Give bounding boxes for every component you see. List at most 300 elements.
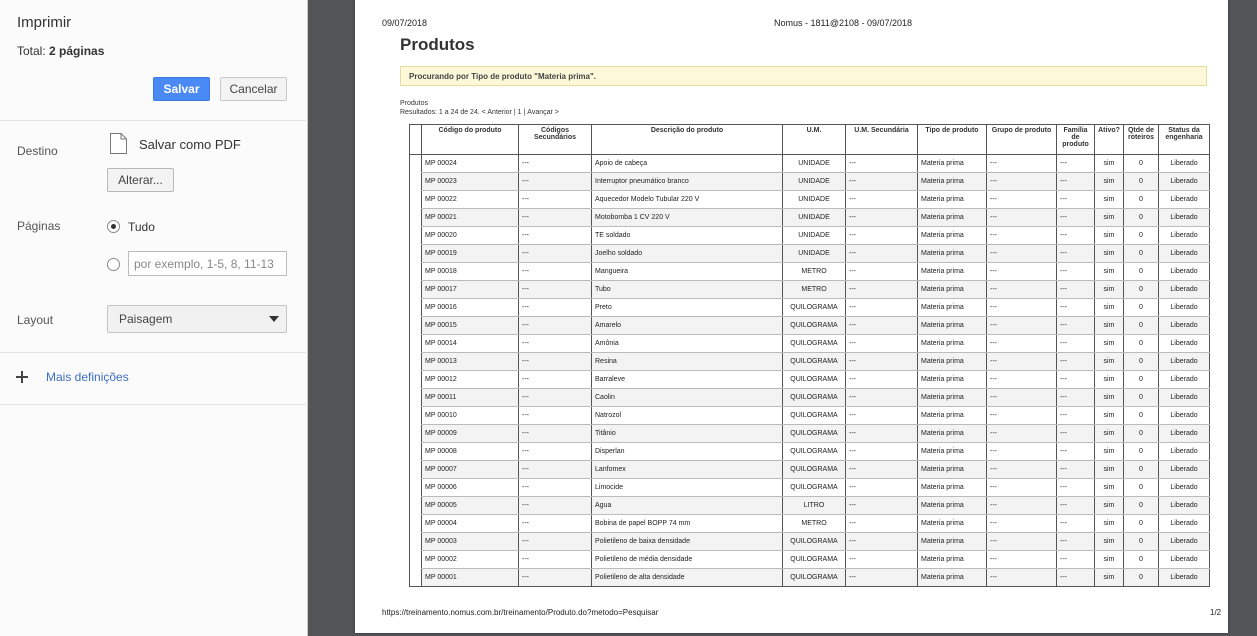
table-cell: MP 00022 [422, 191, 519, 209]
table-cell: Materia prima [918, 281, 987, 299]
table-body [410, 155, 1210, 587]
table-cell: --- [846, 443, 918, 461]
table-cell: MP 00012 [422, 371, 519, 389]
table-cell: Limocide [592, 479, 783, 497]
table-cell: --- [1057, 227, 1095, 245]
table-cell: Liberado [1159, 533, 1210, 551]
column-header: U.M. [783, 125, 846, 155]
table-row [410, 155, 1210, 173]
table-cell: Liberado [1159, 443, 1210, 461]
table-cell: --- [519, 227, 592, 245]
row-gap [410, 155, 422, 173]
table-cell: Agua [592, 497, 783, 515]
divider [0, 120, 308, 121]
table-cell: Liberado [1159, 425, 1210, 443]
row-gap [410, 551, 422, 569]
panel-title: Imprimir [17, 14, 72, 31]
table-cell: 0 [1124, 317, 1159, 335]
table-cell: Titânio [592, 425, 783, 443]
table-cell: MP 00005 [422, 497, 519, 515]
layout-selected-value: Paisagem [119, 312, 173, 326]
table-cell: --- [519, 371, 592, 389]
table-cell: Materia prima [918, 191, 987, 209]
table-cell: --- [987, 155, 1057, 173]
table-cell: --- [519, 299, 592, 317]
table-cell: Motobomba 1 CV 220 V [592, 209, 783, 227]
table-cell: 0 [1124, 173, 1159, 191]
table-cell: --- [987, 299, 1057, 317]
table-cell: --- [846, 353, 918, 371]
table-cell: --- [846, 389, 918, 407]
table-cell: --- [846, 479, 918, 497]
table-cell: QUILOGRAMA [783, 479, 846, 497]
column-header: Tipo de produto [918, 125, 987, 155]
table-cell: --- [1057, 551, 1095, 569]
page-total-value: 2 páginas [49, 44, 105, 58]
table-cell: Liberado [1159, 227, 1210, 245]
table-cell: 0 [1124, 407, 1159, 425]
table-cell: Amarelo [592, 317, 783, 335]
table-row [410, 551, 1210, 569]
destination-name: Salvar como PDF [139, 137, 241, 152]
table-cell: QUILOGRAMA [783, 353, 846, 371]
table-cell: 0 [1124, 191, 1159, 209]
table-cell: Materia prima [918, 155, 987, 173]
table-cell: MP 00008 [422, 443, 519, 461]
table-cell: UNIDADE [783, 191, 846, 209]
table-cell: QUILOGRAMA [783, 317, 846, 335]
table-cell: MP 00015 [422, 317, 519, 335]
table-cell: sim [1095, 551, 1124, 569]
row-gap [410, 281, 422, 299]
row-gap [410, 497, 422, 515]
table-cell: --- [846, 245, 918, 263]
table-cell: QUILOGRAMA [783, 551, 846, 569]
table-cell: --- [1057, 425, 1095, 443]
table-cell: Liberado [1159, 461, 1210, 479]
table-cell: Materia prima [918, 479, 987, 497]
row-gap [410, 515, 422, 533]
page-total [17, 44, 104, 58]
table-cell: --- [987, 533, 1057, 551]
table-cell: 0 [1124, 335, 1159, 353]
table-cell: Materia prima [918, 551, 987, 569]
table-cell: --- [987, 209, 1057, 227]
table-row [410, 263, 1210, 281]
table-cell: --- [846, 569, 918, 587]
table-cell: Liberado [1159, 317, 1210, 335]
page-number-link[interactable]: 1 [517, 109, 522, 116]
table-cell: Apoio de cabeça [592, 155, 783, 173]
table-cell: Materia prima [918, 317, 987, 335]
table-cell: --- [987, 191, 1057, 209]
table-cell: UNIDADE [783, 209, 846, 227]
save-button[interactable]: Salvar [153, 77, 210, 101]
table-cell: --- [519, 569, 592, 587]
table-cell: Polietileno de média densidade [592, 551, 783, 569]
table-cell: Materia prima [918, 425, 987, 443]
table-cell: --- [1057, 335, 1095, 353]
table-cell: Materia prima [918, 209, 987, 227]
table-cell: --- [987, 281, 1057, 299]
table-cell: --- [519, 389, 592, 407]
table-cell: MP 00018 [422, 263, 519, 281]
table-cell: sim [1095, 389, 1124, 407]
table-cell: sim [1095, 353, 1124, 371]
row-gap [410, 443, 422, 461]
row-gap [410, 533, 422, 551]
table-cell: Interruptor pneumático branco [592, 173, 783, 191]
table-cell: --- [519, 209, 592, 227]
table-cell: --- [987, 173, 1057, 191]
table-cell: Materia prima [918, 407, 987, 425]
table-cell: --- [1057, 533, 1095, 551]
pages-range-input[interactable] [128, 251, 287, 276]
row-gap [410, 335, 422, 353]
header-gap [410, 125, 422, 155]
table-cell: 0 [1124, 299, 1159, 317]
table-cell: sim [1095, 209, 1124, 227]
table-cell: MP 00001 [422, 569, 519, 587]
pages-custom-radio[interactable] [107, 258, 120, 271]
table-cell: Liberado [1159, 209, 1210, 227]
row-gap [410, 227, 422, 245]
table-cell: 0 [1124, 389, 1159, 407]
table-cell: Materia prima [918, 299, 987, 317]
table-cell: Barraleve [592, 371, 783, 389]
column-header: Ativo? [1095, 125, 1124, 155]
table-cell: Liberado [1159, 299, 1210, 317]
column-header: Status da engenharia [1159, 125, 1210, 155]
table-cell: sim [1095, 371, 1124, 389]
layout-label: Layout [17, 313, 54, 327]
table-cell: --- [846, 425, 918, 443]
table-cell: sim [1095, 497, 1124, 515]
table-cell: --- [519, 353, 592, 371]
table-cell: --- [519, 281, 592, 299]
table-cell: sim [1095, 461, 1124, 479]
table-cell: 0 [1124, 209, 1159, 227]
table-cell: --- [846, 263, 918, 281]
table-cell: MP 00020 [422, 227, 519, 245]
table-cell: MP 00006 [422, 479, 519, 497]
table-row [410, 569, 1210, 587]
table-cell: QUILOGRAMA [783, 389, 846, 407]
table-cell: UNIDADE [783, 173, 846, 191]
table-cell: QUILOGRAMA [783, 461, 846, 479]
results-pagination [400, 109, 559, 116]
table-cell: --- [519, 533, 592, 551]
row-gap [410, 191, 422, 209]
table-cell: --- [519, 407, 592, 425]
table-cell: QUILOGRAMA [783, 407, 846, 425]
table-cell: --- [1057, 497, 1095, 515]
table-cell: Liberado [1159, 569, 1210, 587]
row-gap [410, 317, 422, 335]
table-cell: --- [519, 515, 592, 533]
table-cell: Bobina de papel BOPP 74 mm [592, 515, 783, 533]
row-gap [410, 299, 422, 317]
cancel-button[interactable]: Cancelar [220, 77, 287, 101]
table-cell: --- [519, 551, 592, 569]
table-cell: sim [1095, 425, 1124, 443]
table-cell: Mangueira [592, 263, 783, 281]
table-cell: 0 [1124, 155, 1159, 173]
table-cell: --- [1057, 281, 1095, 299]
table-cell: --- [519, 155, 592, 173]
column-header: Qtde de roteiros [1124, 125, 1159, 155]
table-cell: --- [846, 191, 918, 209]
table-cell: Liberado [1159, 551, 1210, 569]
products-table [409, 124, 1210, 587]
table-row [410, 497, 1210, 515]
table-cell: MP 00002 [422, 551, 519, 569]
table-cell: QUILOGRAMA [783, 299, 846, 317]
table-row [410, 407, 1210, 425]
table-cell: METRO [783, 281, 846, 299]
table-cell: 0 [1124, 353, 1159, 371]
layout-select[interactable] [107, 305, 287, 333]
next-page-link[interactable]: Avançar > [527, 109, 559, 116]
table-cell: --- [519, 191, 592, 209]
table-cell: 0 [1124, 533, 1159, 551]
filter-banner: Procurando por Tipo de produto "Materia prima". [400, 66, 1207, 86]
table-cell: --- [519, 245, 592, 263]
table-row [410, 173, 1210, 191]
table-cell: --- [1057, 479, 1095, 497]
table-cell: sim [1095, 299, 1124, 317]
table-cell: 0 [1124, 479, 1159, 497]
table-cell: --- [1057, 155, 1095, 173]
row-gap [410, 173, 422, 191]
row-gap [410, 209, 422, 227]
row-gap [410, 479, 422, 497]
table-cell: UNIDADE [783, 245, 846, 263]
table-cell: --- [987, 569, 1057, 587]
results-count: Resultados: 1 a 24 de 24. [400, 109, 480, 116]
table-cell: --- [1057, 173, 1095, 191]
table-cell: --- [987, 371, 1057, 389]
table-cell: TE soldado [592, 227, 783, 245]
table-row [410, 191, 1210, 209]
table-cell: MP 00021 [422, 209, 519, 227]
previous-page-link[interactable]: < Anterior [481, 109, 512, 116]
table-cell: --- [846, 407, 918, 425]
table-cell: Liberado [1159, 389, 1210, 407]
table-cell: Liberado [1159, 263, 1210, 281]
table-cell: --- [987, 443, 1057, 461]
table-cell: Materia prima [918, 245, 987, 263]
table-cell: --- [519, 443, 592, 461]
table-cell: --- [1057, 443, 1095, 461]
table-row [410, 371, 1210, 389]
table-cell: sim [1095, 443, 1124, 461]
table-cell: Liberado [1159, 335, 1210, 353]
table-cell: sim [1095, 245, 1124, 263]
table-cell: --- [846, 551, 918, 569]
table-cell: QUILOGRAMA [783, 371, 846, 389]
table-cell: --- [846, 371, 918, 389]
table-cell: --- [519, 497, 592, 515]
table-cell: --- [987, 227, 1057, 245]
table-cell: --- [1057, 371, 1095, 389]
table-row [410, 245, 1210, 263]
table-cell: 0 [1124, 227, 1159, 245]
table-row [410, 461, 1210, 479]
table-cell: Liberado [1159, 281, 1210, 299]
table-cell: --- [1057, 515, 1095, 533]
table-cell: --- [846, 281, 918, 299]
table-cell: Amônia [592, 335, 783, 353]
table-cell: Liberado [1159, 515, 1210, 533]
caret-down-icon [269, 316, 279, 322]
table-cell: Liberado [1159, 353, 1210, 371]
document-title: Produtos [400, 35, 475, 54]
table-cell: Aquecedor Modelo Tubular 220 V [592, 191, 783, 209]
table-cell: --- [987, 479, 1057, 497]
table-cell: MP 00019 [422, 245, 519, 263]
table-row [410, 389, 1210, 407]
table-cell: --- [519, 335, 592, 353]
table-cell: QUILOGRAMA [783, 443, 846, 461]
results-section-label: Produtos [400, 100, 429, 107]
table-cell: --- [1057, 209, 1095, 227]
table-cell: Liberado [1159, 191, 1210, 209]
table-cell: --- [1057, 245, 1095, 263]
table-cell: sim [1095, 317, 1124, 335]
table-cell: 0 [1124, 245, 1159, 263]
table-cell: --- [846, 299, 918, 317]
table-cell: --- [987, 335, 1057, 353]
row-gap [410, 263, 422, 281]
table-cell: --- [1057, 299, 1095, 317]
table-cell: MP 00009 [422, 425, 519, 443]
table-cell: Disperlan [592, 443, 783, 461]
table-cell: 0 [1124, 425, 1159, 443]
table-cell: --- [846, 155, 918, 173]
table-cell: Materia prima [918, 443, 987, 461]
table-cell: Materia prima [918, 389, 987, 407]
pagination-separator: | [513, 109, 516, 116]
table-cell: Materia prima [918, 371, 987, 389]
divider [0, 404, 308, 405]
pages-all-label[interactable]: Tudo [128, 220, 155, 234]
table-row [410, 335, 1210, 353]
table-cell: --- [519, 461, 592, 479]
table-cell: --- [987, 461, 1057, 479]
table-cell: --- [1057, 461, 1095, 479]
table-cell: Materia prima [918, 227, 987, 245]
table-cell: sim [1095, 191, 1124, 209]
table-cell: --- [846, 173, 918, 191]
table-cell: Liberado [1159, 497, 1210, 515]
plus-icon[interactable] [16, 371, 28, 383]
row-gap [410, 569, 422, 587]
table-cell: MP 00013 [422, 353, 519, 371]
divider [0, 352, 308, 353]
table-cell: 0 [1124, 263, 1159, 281]
table-cell: --- [846, 515, 918, 533]
table-row [410, 209, 1210, 227]
table-cell: sim [1095, 569, 1124, 587]
table-cell: Materia prima [918, 263, 987, 281]
column-header: Descrição do produto [592, 125, 783, 155]
table-cell: Lanfomex [592, 461, 783, 479]
table-cell: Preto [592, 299, 783, 317]
table-cell: Materia prima [918, 533, 987, 551]
column-header: Família de produto [1057, 125, 1095, 155]
row-gap [410, 407, 422, 425]
table-cell: MP 00024 [422, 155, 519, 173]
table-cell: sim [1095, 155, 1124, 173]
table-cell: Materia prima [918, 497, 987, 515]
table-cell: 0 [1124, 443, 1159, 461]
table-cell: QUILOGRAMA [783, 533, 846, 551]
table-header-row [410, 125, 1210, 155]
table-cell: 0 [1124, 461, 1159, 479]
table-cell: 0 [1124, 515, 1159, 533]
table-cell: MP 00011 [422, 389, 519, 407]
table-cell: MP 00003 [422, 533, 519, 551]
row-gap [410, 371, 422, 389]
table-cell: --- [519, 317, 592, 335]
table-cell: --- [519, 173, 592, 191]
more-settings-link[interactable]: Mais definições [46, 370, 129, 384]
table-cell: Materia prima [918, 569, 987, 587]
table-row [410, 317, 1210, 335]
table-cell: --- [987, 497, 1057, 515]
table-cell: Liberado [1159, 173, 1210, 191]
table-row [410, 299, 1210, 317]
table-cell: --- [987, 353, 1057, 371]
row-gap [410, 425, 422, 443]
table-cell: --- [519, 425, 592, 443]
print-preview-page [355, 0, 1228, 633]
row-gap [410, 389, 422, 407]
table-cell: Materia prima [918, 515, 987, 533]
table-row [410, 227, 1210, 245]
table-cell: 0 [1124, 371, 1159, 389]
table-cell: --- [1057, 191, 1095, 209]
table-cell: sim [1095, 227, 1124, 245]
column-header: Código do produto [422, 125, 519, 155]
table-cell: --- [987, 317, 1057, 335]
table-cell: Liberado [1159, 479, 1210, 497]
table-row [410, 479, 1210, 497]
row-gap [410, 461, 422, 479]
table-cell: sim [1095, 515, 1124, 533]
table-row [410, 533, 1210, 551]
table-cell: Liberado [1159, 407, 1210, 425]
table-cell: --- [846, 209, 918, 227]
pages-all-radio[interactable] [107, 220, 120, 233]
row-gap [410, 353, 422, 371]
column-header: Códigos Secundários [519, 125, 592, 155]
table-cell: --- [846, 227, 918, 245]
table-cell: --- [1057, 569, 1095, 587]
pdf-file-icon [110, 133, 127, 154]
table-cell: Materia prima [918, 353, 987, 371]
pages-label: Páginas [17, 219, 61, 233]
table-row [410, 353, 1210, 371]
table-cell: --- [1057, 353, 1095, 371]
table-cell: --- [1057, 407, 1095, 425]
table-cell: sim [1095, 263, 1124, 281]
change-destination-button[interactable]: Alterar... [107, 168, 174, 192]
table-cell: QUILOGRAMA [783, 425, 846, 443]
table-cell: --- [987, 425, 1057, 443]
pagination-separator: | [523, 109, 526, 116]
